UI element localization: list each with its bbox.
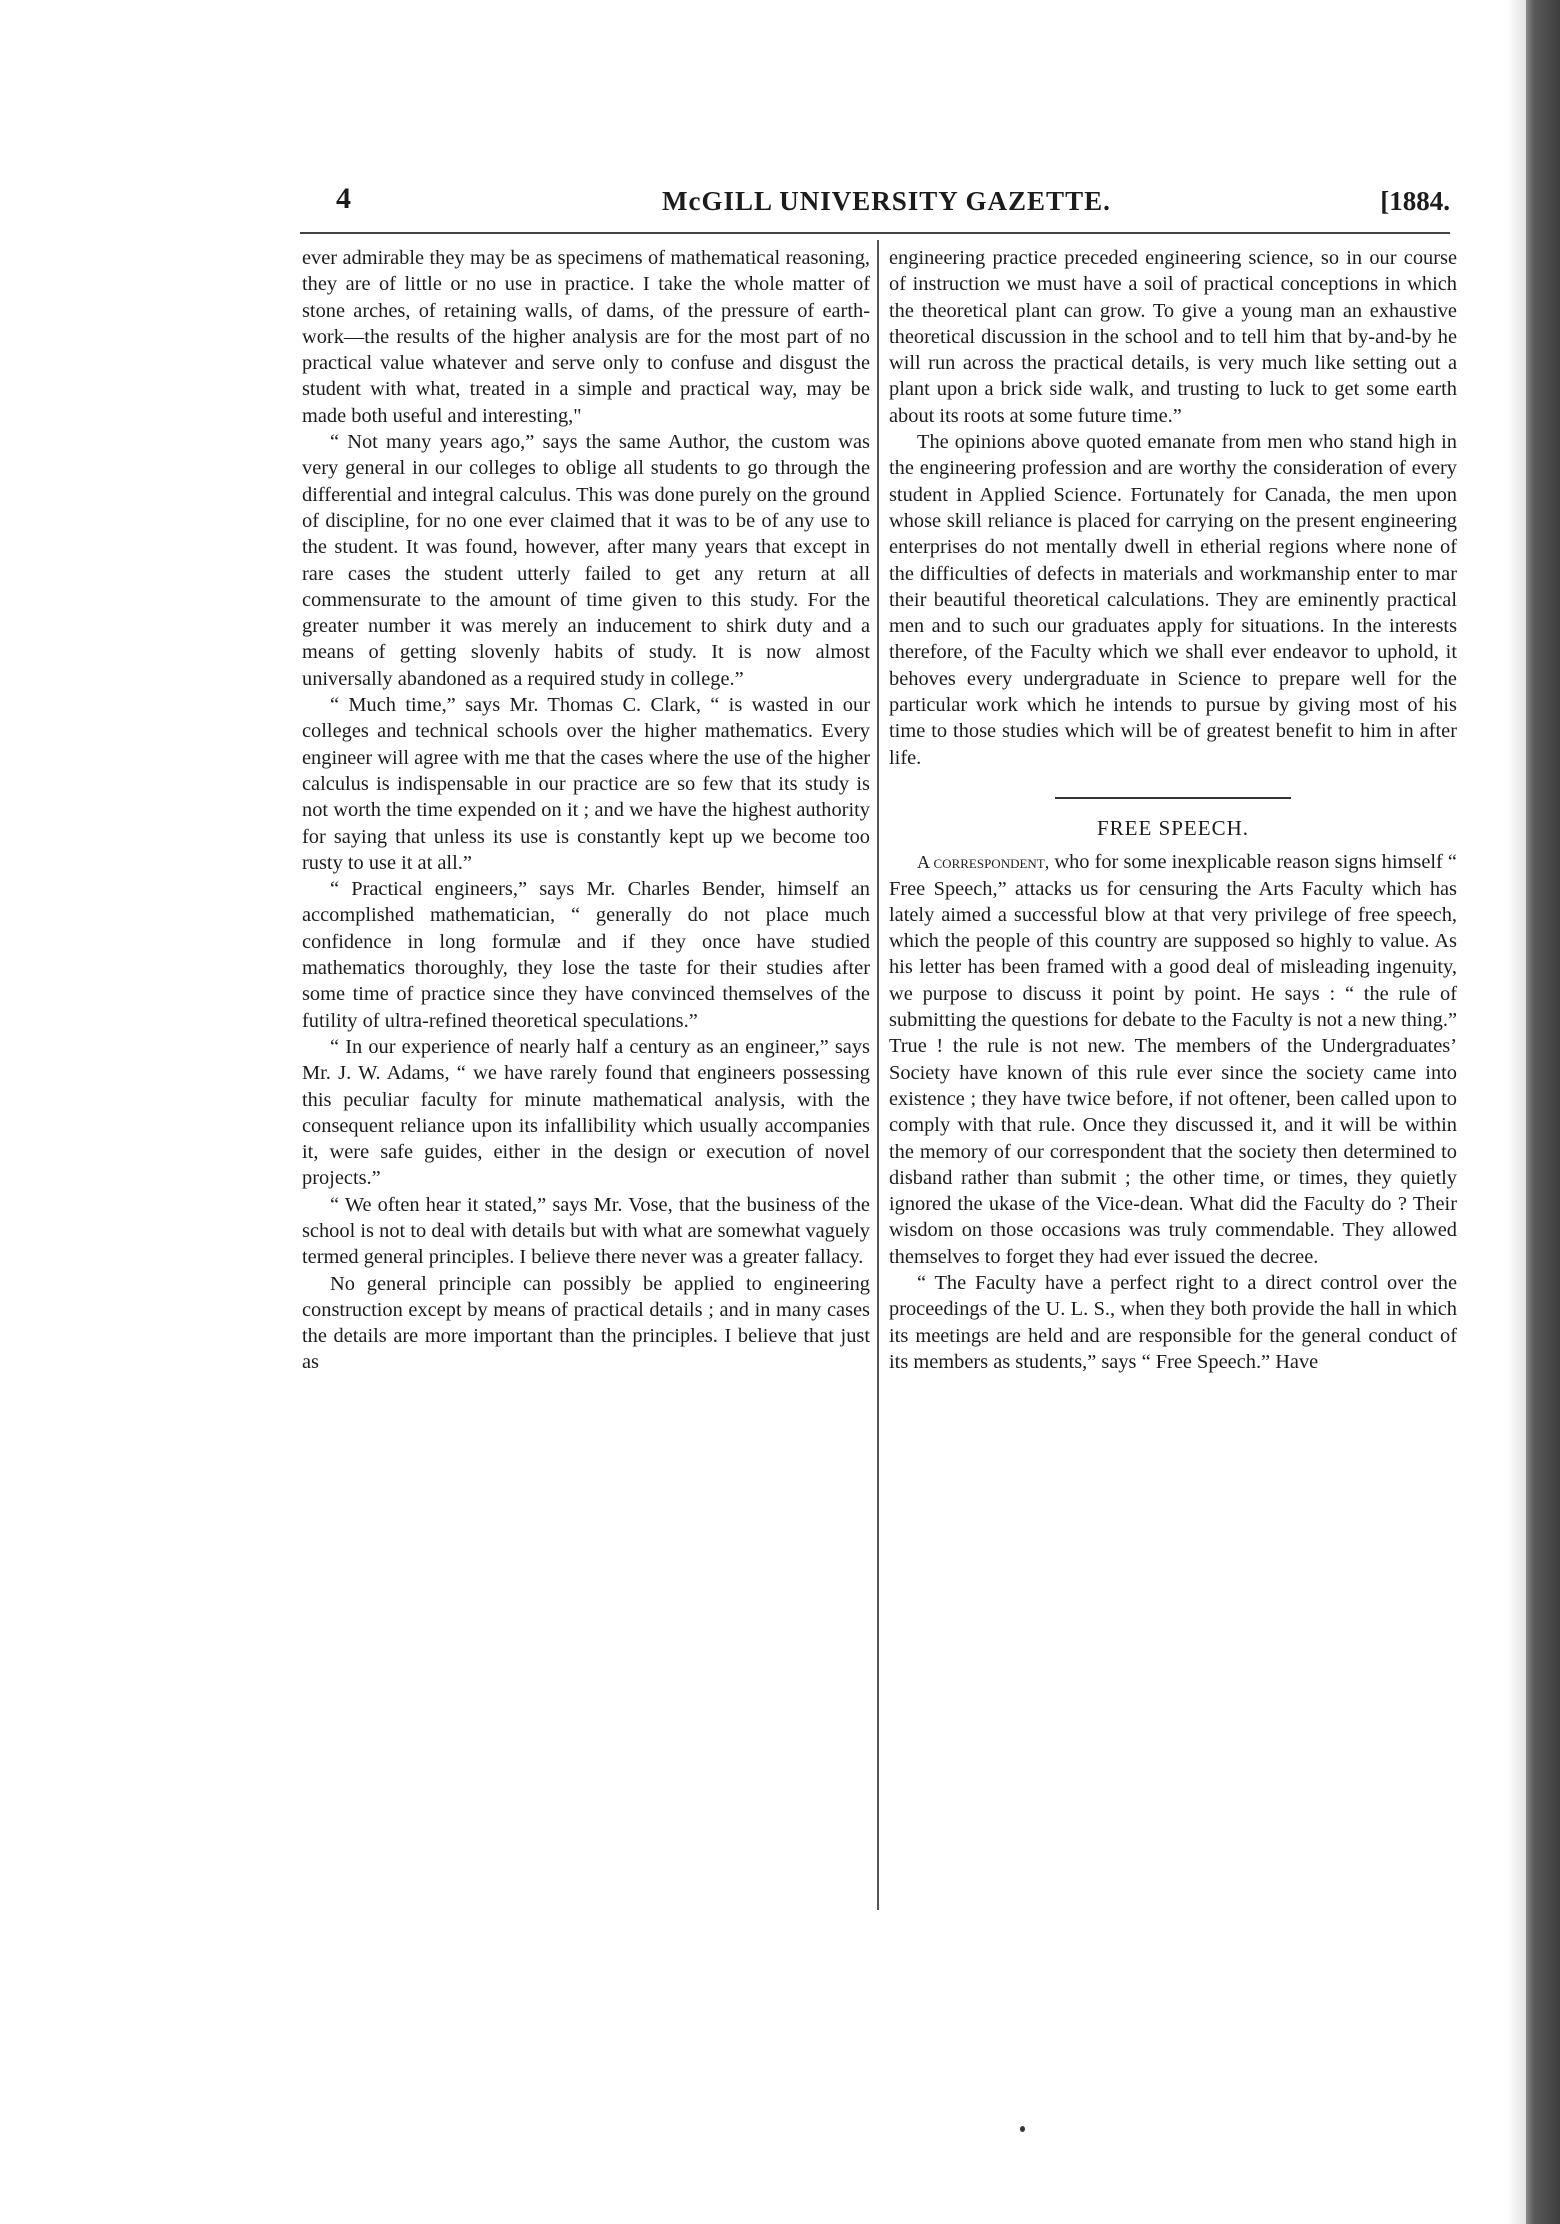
- page-number: 4: [336, 182, 351, 215]
- paragraph: “ Practical engineers,” says Mr. Charles Bender, himself an accomplished mathematician, “ generally do not place much confidence in long formulæ and if they once have studied mathematics thoroughly, they lose the taste for their studies after some time of practice since they have convinced themselves of the futility of ultra-refined theoretical speculations.”: [302, 878, 870, 1032]
- page-shadow: [1506, 0, 1526, 2224]
- lead-in: A correspondent,: [917, 852, 1050, 873]
- header-rule: [300, 232, 1450, 234]
- column-divider: [877, 240, 879, 1910]
- left-column: [302, 245, 870, 1925]
- scan-edge: [1526, 0, 1560, 2224]
- paragraph: ever admirable they may be as specimens of mathematical reasoning, they are of little or no use in practice. I take the whole matter of stone arches, of retaining walls, of dams, of the pressure of earth-work—the results of the higher analysis are for the most part of no practical value whatever and serve only to confuse and disgust the student with what, treated in a simple and practical way, may be made both useful and interesting,": [302, 247, 870, 427]
- paragraph: “ Not many years ago,” says the same Author, the custom was very general in our colleges to oblige all students to go through the differential and integral calculus. This was done purely on the ground of discipline, for no one ever claimed that it was to be of any use to the student. It was found, however, after many years that except in rare cases the student utterly failed to get any return at all commensurate to the amount of time given to this study. For the greater number it was merely an inducement to shirk duty and a means of getting slovenly habits of study. It is now almost universally abandoned as a required study in college.”: [302, 431, 870, 690]
- page-header: [300, 182, 1450, 222]
- section-title: FREE SPEECH.: [1096, 815, 1250, 840]
- paragraph-text: who for some inexplicable reason signs himself “ Free Speech,” attacks us for censuring the Arts Faculty which has lately aimed a successful blow at that very privilege of free speech, which the people of this country are supposed so highly to value. As his letter has been framed with a good deal of misleading ingenuity, we purpose to discuss it point by point. He says : “ the rule of submitting the questions for debate to the Faculty is not a new thing.” True ! the rule is not new. The members of the Undergraduates’ Society have known of this rule ever since the society came into existence ; they have twice before, if not oftener, been called upon to comply with that rule. Once they discussed it, and it will be within the memory of our correspondent that the society then determined to disband rather than submit ; the other time, or times, they quietly ignored the ukase of the Vice-dean. What did the Faculty do ? Their wisdom on those occasions was truly commendable. They allowed themselves to forget they had ever issued the decree.: [889, 851, 1458, 1268]
- paragraph: “ In our experience of nearly half a century as an engineer,” says Mr. J. W. Adams, “ we have rarely found that engineers possessing this peculiar faculty for minute mathematical analysis, with the consequent reliance upon its infallibility which usually accompanies it, were safe guides, either in the design or execution of novel projects.”: [302, 1035, 870, 1190]
- scan-speck: [1020, 2126, 1025, 2132]
- paragraph: “ We often hear it stated,” says Mr. Vose, that the business of the school is not to deal with details but with what are somewhat vaguely termed general principles. I believe there never was a greater fallacy.: [302, 1193, 870, 1269]
- paragraph: “ Much time,” says Mr. Thomas C. Clark, “ is wasted in our colleges and technical schools over the higher mathematics. Every engineer will agree with me that the cases where the use of the higher calculus is indispensable in our practice are so few that its study is not worth the time expended on it ; and we have the highest authority for saying that unless its use is constantly kept up we become too rusty to use it at all.”: [302, 694, 870, 874]
- section-rule: [1055, 797, 1291, 799]
- paragraph: [889, 849, 1457, 1270]
- publication-title: McGILL UNIVERSITY GAZETTE.: [662, 186, 1111, 216]
- publication-year: [1884.: [1380, 186, 1450, 216]
- paragraph: “ The Faculty have a perfect right to a direct control over the proceedings of the U. L. S., when they both provide the hall in which its meetings are held and are responsible for the general conduct of its members as students,” says “ Free Speech.” Have: [889, 1271, 1457, 1373]
- paragraph: No general principle can possibly be applied to engineering construction except by means of practical details ; and in many cases the details are more important than the principles. I believe that just as: [302, 1272, 870, 1374]
- paragraph: engineering practice preceded engineering science, so in our course of instruction we must have a soil of practical conceptions in which the theoretical plant can grow. To give a young man an exhaustive theoretical discussion in the school and to tell him that by-and-by he will run across the practical details, is very much like setting out a plant upon a brick side walk, and trusting to luck to get some earth about its roots at some future time.”: [889, 247, 1457, 427]
- paragraph: The opinions above quoted emanate from men who stand high in the engineering profession and are worthy the consideration of every student in Applied Science. Fortunately for Canada, the men upon whose skill reliance is placed for carrying on the present engineering enterprises do not mentally dwell in etherial regions where none of the difficulties of defects in materials and workmanship enter to mar their beautiful theoretical calculations. They are eminently practical men and to such our graduates apply for situations. In the interests therefore, of the Faculty which we shall ever endeavor to uphold, it behoves every undergraduate in Science to prepare well for the particular work which he intends to pursue by giving most of his time to those studies which will be of greatest benefit to him in after life.: [889, 431, 1457, 769]
- right-column: [889, 245, 1457, 1925]
